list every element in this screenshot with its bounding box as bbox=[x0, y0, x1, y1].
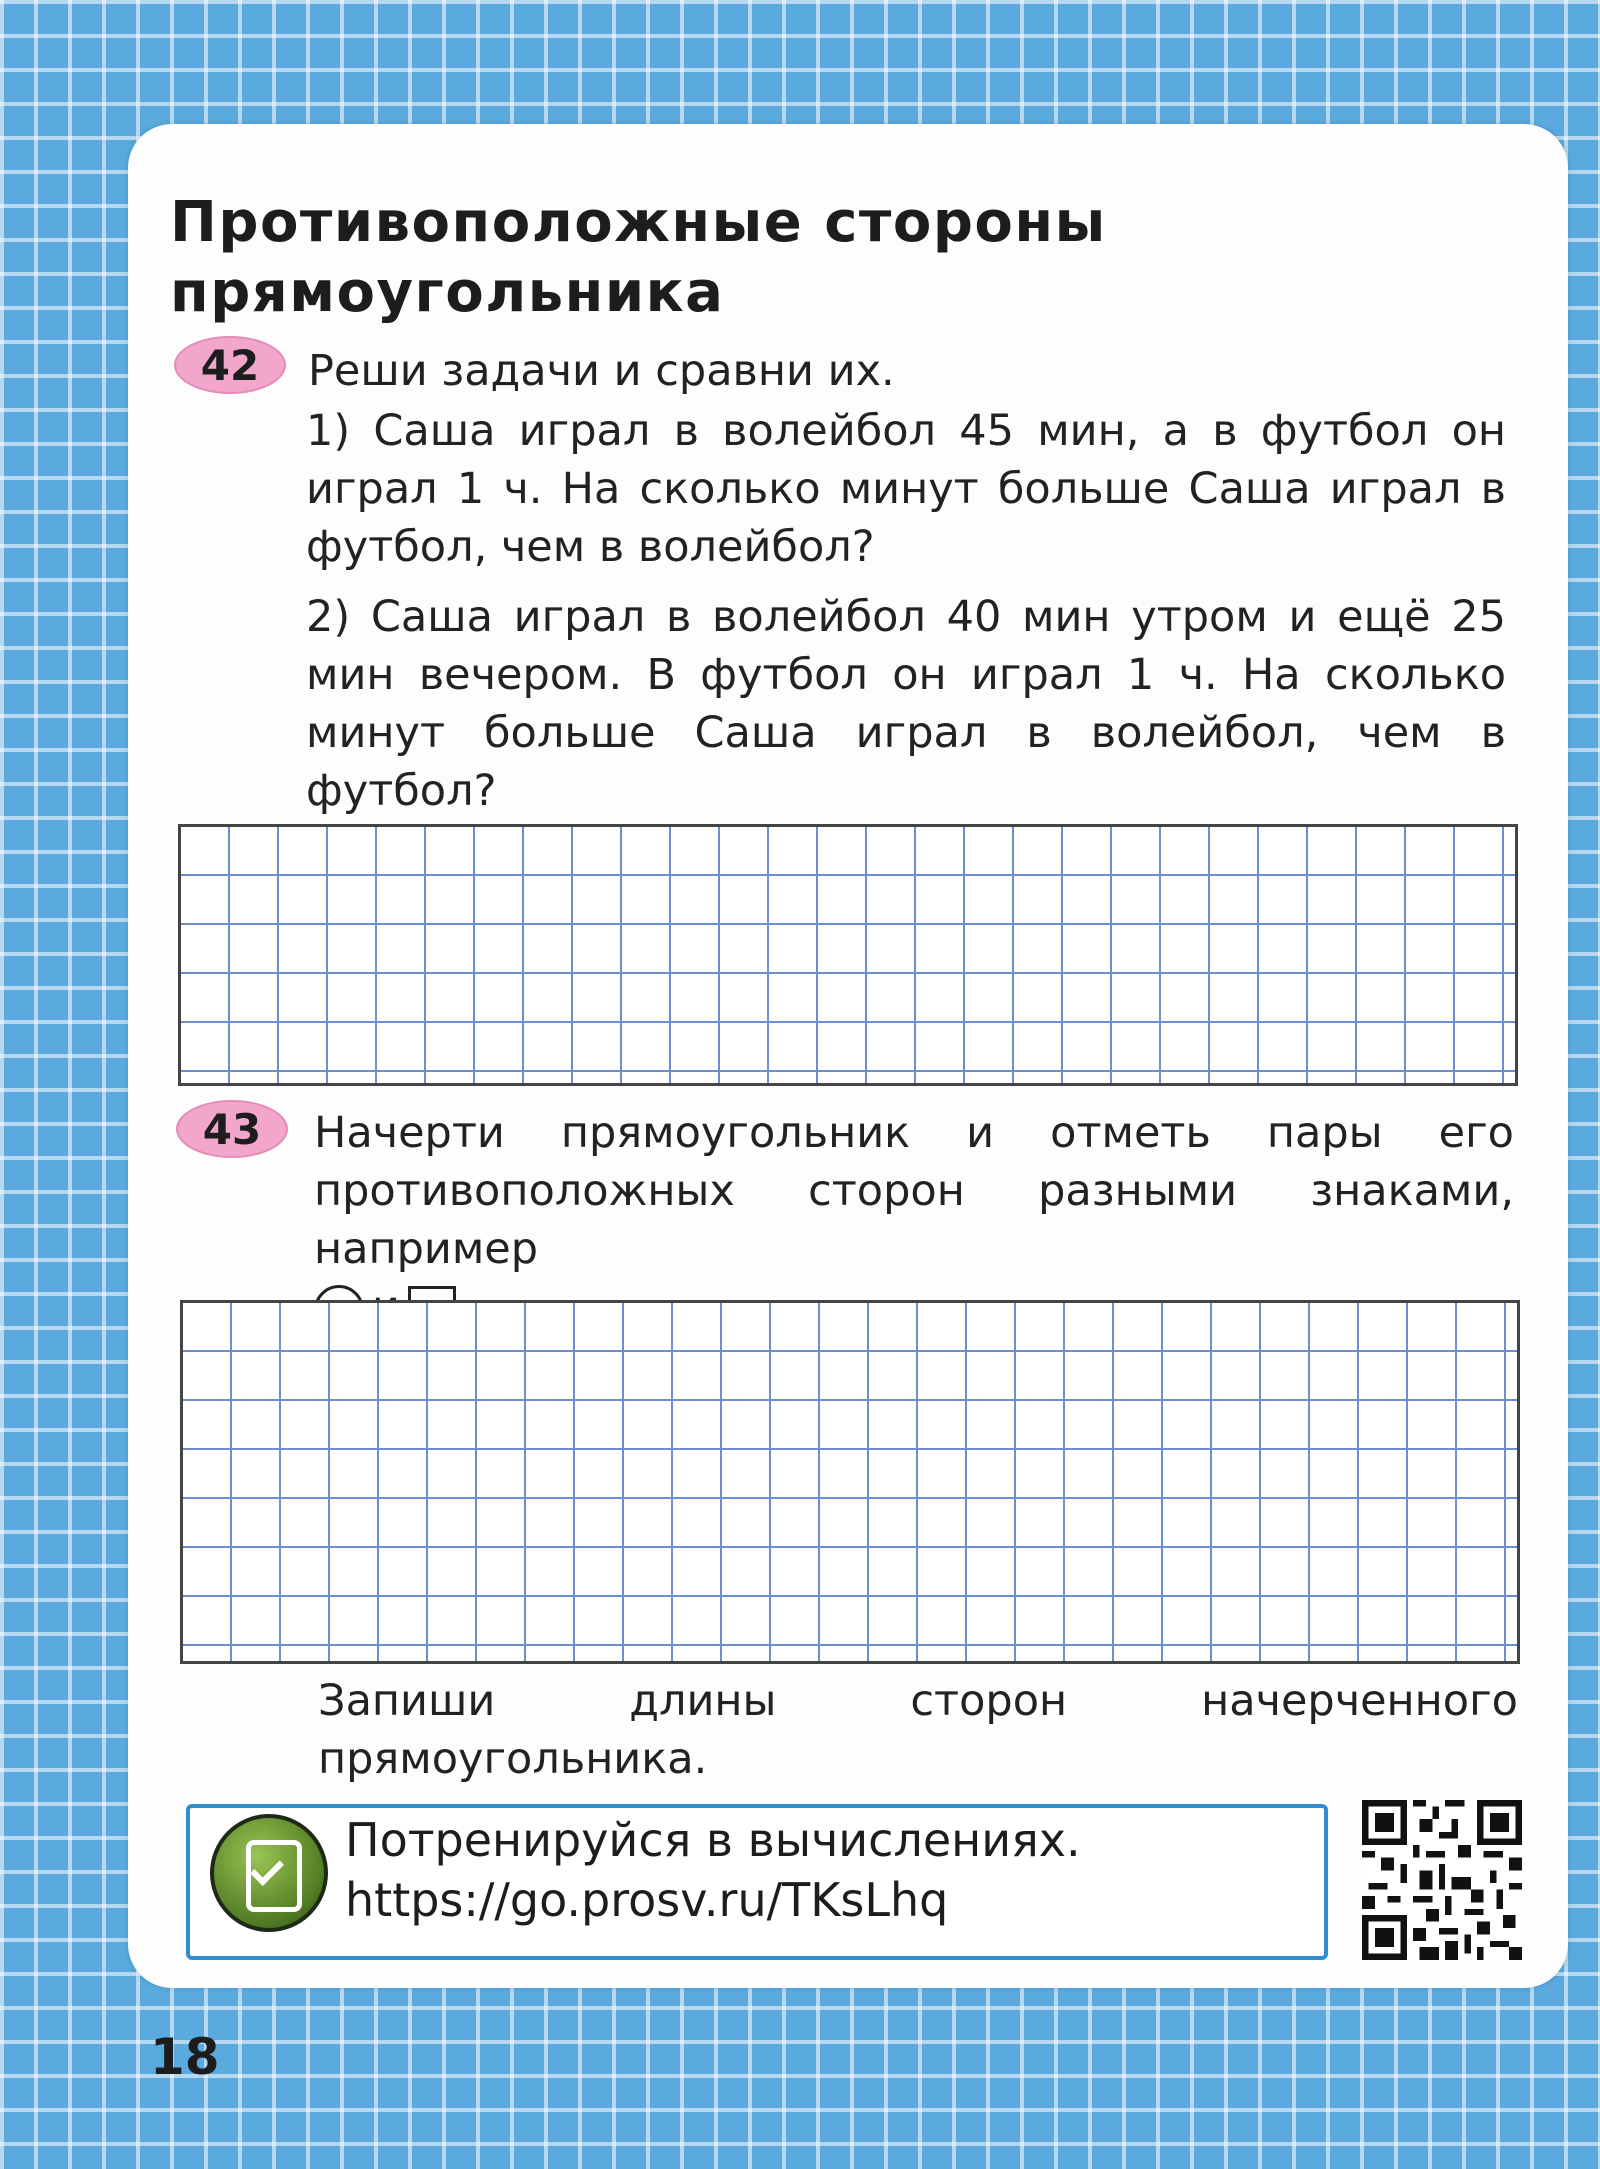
practice-line: Потренируйся в вычислениях. bbox=[345, 1813, 1081, 1867]
practice-url-link[interactable]: https://go.prosv.ru/TKsLhq bbox=[345, 1873, 949, 1927]
page-title bbox=[170, 188, 1107, 328]
task-42-answer-grid[interactable] bbox=[178, 824, 1518, 1086]
task-42-number-badge: 42 bbox=[174, 336, 286, 394]
task-43-drawing-grid[interactable] bbox=[180, 1300, 1520, 1664]
task-42-intro: Реши задачи и сравни их. bbox=[308, 346, 895, 396]
task-43-followup: Запиши длины сторон начерченного прямоугольника. bbox=[318, 1676, 1518, 1784]
practice-text bbox=[345, 1810, 1081, 1930]
page-number: 18 bbox=[150, 2028, 220, 2086]
qr-code-icon[interactable] bbox=[1362, 1800, 1522, 1960]
tablet-check-icon bbox=[210, 1814, 328, 1932]
title-line-2: прямоугольника bbox=[170, 260, 725, 325]
task-42-problem-2: 2) Саша играл в волейбол 40 мин утром и ещё 25 мин вечером. В футбол он играл 1 ч. На сколько минут больше Саша играл в волейбол, чем в футбол? bbox=[306, 592, 1506, 816]
task-43-number-badge: 43 bbox=[176, 1100, 288, 1158]
task-42-problem-1: 1) Саша играл в волейбол 45 мин, а в футбол он играл 1 ч. На сколько минут больше Саша играл в футбол, чем в волейбол? bbox=[306, 406, 1506, 572]
task-43-text: Начерти прямоугольник и отметь пары его противоположных сторон разными знаками, например bbox=[314, 1108, 1514, 1274]
title-line-1: Противоположные стороны bbox=[170, 190, 1107, 255]
